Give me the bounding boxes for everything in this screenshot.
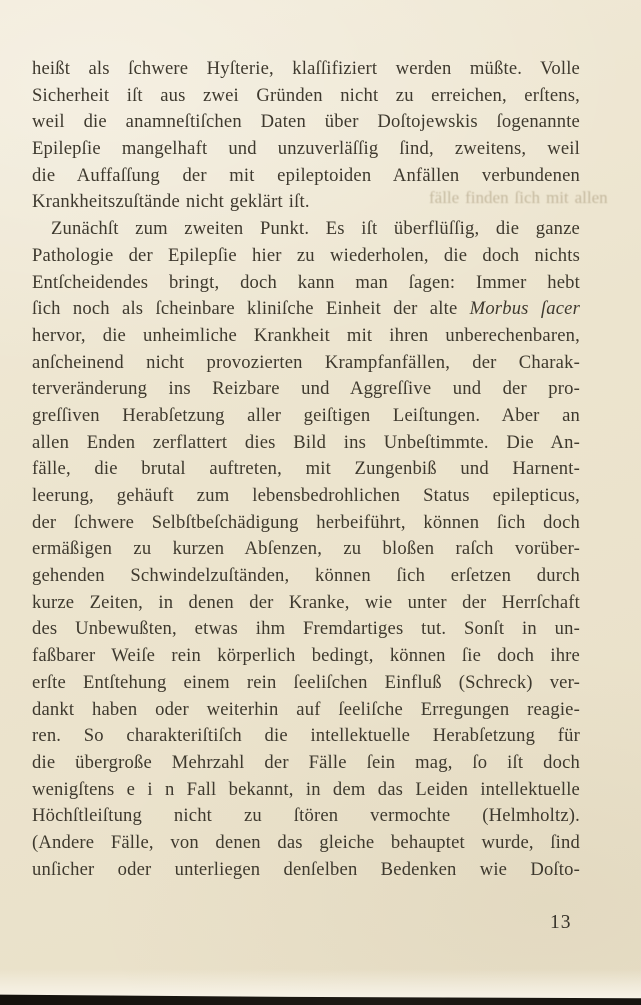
text-line	[32, 483, 580, 510]
text-line-content: ren. So charakteriſtiſch die intellektuelle Herabſetzung für	[32, 725, 580, 747]
text-line-content: Höchſtleiſtung nicht zu ſtören vermochte (Helmholtz).	[32, 805, 580, 827]
text-line-content: die Auffaſſung der mit epileptoiden Anfällen verbundenen	[32, 164, 580, 186]
text-line-content: Krankheitszuſtände nicht geklärt iſt.	[32, 191, 310, 213]
text-line-content: gehenden Schwindelzuſtänden, können ſich erſetzen durch	[32, 565, 580, 587]
text-line	[32, 643, 580, 670]
text-line-content: der ſchwere Selbſtbeſchädigung herbeiführt, können ſich doch	[32, 511, 580, 533]
text-line	[32, 830, 580, 857]
page-bottom-edge-highlight	[0, 969, 641, 999]
text-line-content: faßbarer Weiſe rein körperlich bedingt, können ſie doch ihre	[32, 645, 580, 667]
text-line	[32, 270, 580, 297]
text-line-content: Epilepſie mangelhaft und unzuverläſſig ſind, zweitens, weil	[32, 138, 580, 160]
text-line-content: Entſcheidendes bringt, doch kann man ſagen: Immer hebt	[32, 271, 580, 293]
text-line-content: Zunächſt zum zweiten Punkt. Es iſt überflüſſig, die ganze	[51, 218, 580, 240]
text-line-content: wenigſtens e i n Fall bekannt, in dem das Leiden intellektuelle	[32, 778, 580, 800]
text-line	[32, 83, 580, 110]
text-line-content: greſſiven Herabſetzung aller geiſtigen Leiſtungen. Aber an	[32, 404, 580, 426]
text-line	[32, 350, 580, 377]
verso-showthrough-text: fälle finden ſich mit allen	[429, 188, 608, 207]
text-line	[32, 590, 580, 617]
latin-term-italic: Morbus ſacer	[469, 298, 580, 320]
text-line	[32, 403, 580, 430]
text-line-content: anſcheinend nicht provozierten Krampfanfällen, der Charak-	[32, 351, 580, 373]
body-text-block	[32, 56, 580, 883]
text-line-paragraph-end	[32, 189, 580, 216]
text-line-content: leerung, gehäuft zum lebensbedrohlichen Status epilepticus,	[32, 485, 580, 506]
text-line	[32, 563, 580, 590]
text-line	[32, 163, 580, 190]
text-line-emphasis-ein	[32, 777, 580, 804]
text-line-paragraph-start	[32, 216, 580, 243]
text-line	[32, 456, 580, 483]
text-line	[32, 750, 580, 777]
text-line	[32, 243, 580, 270]
text-line-content: des Unbewußten, etwas ihm Fremdartiges tut. Sonſt in un-	[32, 618, 580, 640]
text-line-content: terveränderung ins Reizbare und Aggreſſive und der pro-	[32, 378, 580, 400]
text-line	[32, 510, 580, 537]
text-line-content: erſte Entſtehung einem rein ſeeliſchen Einfluß (Schreck) ver-	[32, 671, 580, 693]
text-line-content: ſich noch als ſcheinbare kliniſche Einheit der alte	[32, 298, 470, 320]
text-line	[32, 376, 580, 403]
text-line-content: ermäßigen zu kurzen Abſenzen, zu bloßen raſch vorüber-	[32, 538, 580, 560]
text-line	[32, 670, 580, 697]
text-line-content: fälle, die brutal auftreten, mit Zungenbiß und Harnent-	[32, 458, 580, 480]
text-line	[32, 109, 580, 136]
text-line-content: Pathologie der Epilepſie hier zu wiederholen, die doch nichts	[32, 244, 580, 266]
text-line-content: unſicher oder unterliegen denſelben Bedenken wie Doſto-	[32, 858, 580, 880]
text-line	[32, 56, 580, 83]
text-line	[32, 723, 580, 750]
text-line	[32, 616, 580, 643]
page-number: 13	[550, 912, 572, 933]
text-line-content: (Andere Fälle, von denen das gleiche behauptet wurde, ſind	[32, 831, 580, 853]
text-line-content: allen Enden zerflattert dies Bild ins Unbeſtimmte. Die An-	[32, 431, 580, 453]
text-line	[32, 803, 580, 830]
text-line	[32, 136, 580, 163]
text-line-content: dankt haben oder weiterhin auf ſeeliſche Erregungen reagie-	[32, 698, 580, 720]
text-line-content: kurze Zeiten, in denen der Kranke, wie unter der Herrſchaft	[32, 591, 580, 613]
text-line-content: heißt als ſchwere Hyſterie, klaſſifiziert werden müßte. Volle	[32, 58, 580, 79]
text-line	[32, 697, 580, 724]
text-line-content: weil die anamneſtiſchen Daten über Doſtojewskis ſogenannte	[32, 111, 580, 133]
text-line	[32, 323, 580, 350]
text-line	[32, 536, 580, 563]
text-line-content: Sicherheit iſt aus zwei Gründen nicht zu erreichen, erſtens,	[32, 84, 580, 106]
text-line-content: hervor, die unheimliche Krankheit mit ihren unberechenbaren,	[32, 324, 580, 346]
text-line	[32, 430, 580, 457]
text-line-content: die übergroße Mehrzahl der Fälle ſein mag, ſo iſt doch	[32, 751, 580, 773]
text-line-with-latin-term	[32, 296, 580, 323]
text-line	[32, 857, 580, 884]
